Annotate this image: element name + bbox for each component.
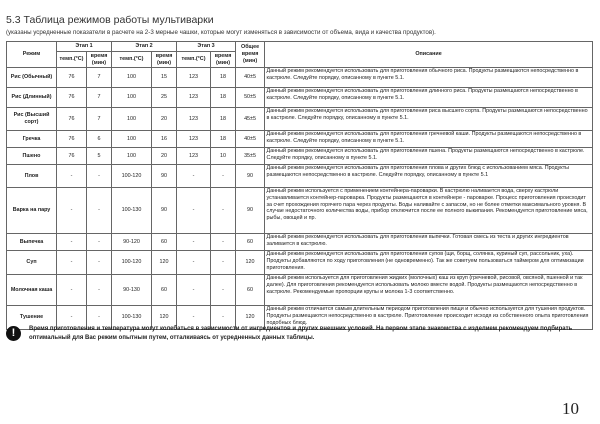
exclamation-icon: ! bbox=[6, 326, 21, 341]
table-subtitle: (указаны усредненные показатели в расчете на 2-3 мерные чашки, которые могут изменяться в зависимости от объема, вида и качества продуктов). bbox=[6, 29, 436, 36]
stage1-temp: 76 bbox=[57, 131, 87, 148]
mode-name: Выпечка bbox=[7, 234, 57, 251]
stage2-temp: 90-120 bbox=[112, 234, 152, 251]
stage2-time: 90 bbox=[152, 188, 177, 234]
stage2-time: 120 bbox=[152, 306, 177, 330]
stage2-time: 90 bbox=[152, 165, 177, 188]
stage2-temp: 100 bbox=[112, 131, 152, 148]
total-time: 50±5 bbox=[236, 88, 265, 108]
total-time: 120 bbox=[236, 251, 265, 275]
stage2-temp: 100 bbox=[112, 108, 152, 131]
mode-name: Варка на пару bbox=[7, 188, 57, 234]
stage2-temp: 100-120 bbox=[112, 165, 152, 188]
header-time: время (мин) bbox=[152, 52, 177, 68]
mode-description: Данный режим рекомендуется использовать для приготовления плова и других блюд с использованием мяса. Продукты размещаются непосредственно в кастрюле. Следуйте порядку, описанному в пункте 5.1 bbox=[265, 165, 593, 188]
header-temp: темп.(°C) bbox=[177, 52, 211, 68]
total-time: 60 bbox=[236, 234, 265, 251]
mode-name: Молочная каша bbox=[7, 275, 57, 306]
stage2-time: 60 bbox=[152, 234, 177, 251]
stage1-time: - bbox=[87, 234, 112, 251]
mode-description: Данный режим используется с применением контейнера-пароварки. В кастрюлю наливается вода, сверху кастрюли устанавливается контейнер-пароварка. Продукты размещаются в контейнере - пароварке. Процесс приготовления происходит за счет прохождения горячего пара через продукты. Воды наливайте с запасом, но не более отметки максимального уровня. В случае недостаточного количества воды, прибор отключится после ее полного выкипания. Рекомендуется приготовление мяса, рыбы, овощей и пр. bbox=[265, 188, 593, 234]
stage2-temp: 90-130 bbox=[112, 275, 152, 306]
stage1-temp: - bbox=[57, 188, 87, 234]
stage3-time: - bbox=[211, 306, 236, 330]
stage1-temp: 76 bbox=[57, 88, 87, 108]
table-row bbox=[7, 165, 593, 188]
stage3-temp: - bbox=[177, 251, 211, 275]
mode-description: Данный режим рекомендуется использовать для приготовления выпечки. Готовая смесь из теста и других ингредиентов заливается в кастрюлю. bbox=[265, 234, 593, 251]
stage3-temp: - bbox=[177, 165, 211, 188]
stage2-time: 20 bbox=[152, 148, 177, 165]
table-row bbox=[7, 68, 593, 88]
stage2-temp: 100 bbox=[112, 88, 152, 108]
stage3-temp: - bbox=[177, 234, 211, 251]
stage3-time: 18 bbox=[211, 88, 236, 108]
stage3-time: 18 bbox=[211, 68, 236, 88]
stage3-time: - bbox=[211, 188, 236, 234]
stage1-temp: - bbox=[57, 234, 87, 251]
table-row bbox=[7, 251, 593, 275]
mode-name: Гречка bbox=[7, 131, 57, 148]
mode-name: Рис (Обычный) bbox=[7, 68, 57, 88]
stage3-time: - bbox=[211, 165, 236, 188]
stage3-temp: 123 bbox=[177, 68, 211, 88]
total-time: 45±5 bbox=[236, 108, 265, 131]
stage1-temp: 76 bbox=[57, 148, 87, 165]
stage2-time: 60 bbox=[152, 275, 177, 306]
stage3-time: 18 bbox=[211, 131, 236, 148]
modes-table bbox=[6, 41, 593, 330]
page-number: 10 bbox=[562, 399, 579, 418]
header-time: время (мин) bbox=[87, 52, 112, 68]
stage2-time: 25 bbox=[152, 88, 177, 108]
header-time: время (мин) bbox=[211, 52, 236, 68]
stage1-temp: - bbox=[57, 306, 87, 330]
stage1-temp: - bbox=[57, 275, 87, 306]
header-stage2: Этап 2 bbox=[112, 42, 177, 52]
stage1-time: 6 bbox=[87, 131, 112, 148]
warning-note: Время приготовления и температура могут колебаться в зависимости от ингредиентов и других внешних условий. На первом этапе знакомства с изделием рекомендуем подбирать оптимальный для Вас режим опытным путем, отталкиваясь от усредненных данных таблицы. bbox=[29, 326, 573, 341]
stage1-temp: 76 bbox=[57, 68, 87, 88]
mode-name: Рис (Высший сорт) bbox=[7, 108, 57, 131]
table-row bbox=[7, 188, 593, 234]
header-mode: Режим bbox=[7, 42, 57, 68]
stage2-time: 15 bbox=[152, 68, 177, 88]
stage3-time: - bbox=[211, 234, 236, 251]
stage1-time: 7 bbox=[87, 108, 112, 131]
stage1-time: - bbox=[87, 165, 112, 188]
table-row bbox=[7, 131, 593, 148]
stage1-time: 7 bbox=[87, 68, 112, 88]
stage3-temp: 123 bbox=[177, 88, 211, 108]
stage2-time: 16 bbox=[152, 131, 177, 148]
mode-description: Данный режим отличается самым длительным периодом приготовления пищи и обычно используется для тушения продуктов. Продукты размещаются непосредственно в кастрюле. Приготовление происходит исходя из собственного опыта приготовления подобных блюд. bbox=[265, 306, 593, 330]
header-total-time: Общее время (мин) bbox=[236, 42, 265, 68]
total-time: 90 bbox=[236, 188, 265, 234]
mode-description: Данный режим используется для приготовления жидких (молочных) каш из круп (гречневой, рисовой, овсяной, пшенной и так далее). Для приготовления рекомендуется использовать молоко вместе водой. Продукты размещаются непосредственно в кастрюле. Рекомендуемые пропорции крупы и молока 1-3 соответственно. bbox=[265, 275, 593, 306]
stage3-temp: 123 bbox=[177, 148, 211, 165]
mode-description: Данный режим рекомендуется использовать для приготовления риса высшего сорта. Продукты размещаются непосредственно в кастрюле. Следуйте порядку, описанному в пункте 5.1. bbox=[265, 108, 593, 131]
stage1-time: - bbox=[87, 275, 112, 306]
stage3-time: - bbox=[211, 251, 236, 275]
header-stage1: Этап 1 bbox=[57, 42, 112, 52]
stage1-time: - bbox=[87, 251, 112, 275]
table-row bbox=[7, 234, 593, 251]
total-time: 90 bbox=[236, 165, 265, 188]
header-stage3: Этап 3 bbox=[177, 42, 236, 52]
stage3-temp: - bbox=[177, 306, 211, 330]
table-row bbox=[7, 148, 593, 165]
stage3-time: 10 bbox=[211, 148, 236, 165]
section-title: 5.3 Таблица режимов работы мультиварки bbox=[6, 14, 214, 26]
stage1-temp: 76 bbox=[57, 108, 87, 131]
header-temp: темп.(°C) bbox=[57, 52, 87, 68]
stage2-time: 120 bbox=[152, 251, 177, 275]
total-time: 120 bbox=[236, 306, 265, 330]
mode-name: Пшено bbox=[7, 148, 57, 165]
stage1-time: 5 bbox=[87, 148, 112, 165]
header-description: Описание bbox=[265, 42, 593, 68]
stage3-temp: - bbox=[177, 188, 211, 234]
stage1-time: 7 bbox=[87, 88, 112, 108]
stage3-temp: - bbox=[177, 275, 211, 306]
mode-name: Рис (Длинный) bbox=[7, 88, 57, 108]
stage1-temp: - bbox=[57, 165, 87, 188]
stage3-time: - bbox=[211, 275, 236, 306]
mode-description: Данный режим рекомендуется использовать для приготовления длинного риса. Продукты размещаются непосредственно в кастрюле. Следуйте порядку, описанному в пункте 5.1. bbox=[265, 88, 593, 108]
stage1-time: - bbox=[87, 306, 112, 330]
table-row bbox=[7, 108, 593, 131]
stage2-temp: 100 bbox=[112, 68, 152, 88]
mode-name: Суп bbox=[7, 251, 57, 275]
stage2-temp: 100-130 bbox=[112, 188, 152, 234]
stage1-temp: - bbox=[57, 251, 87, 275]
stage2-time: 20 bbox=[152, 108, 177, 131]
mode-name: Тушение bbox=[7, 306, 57, 330]
stage3-temp: 123 bbox=[177, 108, 211, 131]
total-time: 40±5 bbox=[236, 68, 265, 88]
table-row bbox=[7, 275, 593, 306]
mode-description: Данный режим рекомендуется использовать для приготовления гречневой каши. Продукты размещаются непосредственно в кастрюле. Следуйте порядку, описанному в пункте 5.1. bbox=[265, 131, 593, 148]
stage3-temp: 123 bbox=[177, 131, 211, 148]
mode-name: Плов bbox=[7, 165, 57, 188]
stage2-temp: 100-120 bbox=[112, 251, 152, 275]
header-temp: темп.(°C) bbox=[112, 52, 152, 68]
total-time: 35±5 bbox=[236, 148, 265, 165]
stage3-time: 18 bbox=[211, 108, 236, 131]
total-time: 60 bbox=[236, 275, 265, 306]
mode-description: Данный режим рекомендуется использовать для приготовления супов (щи, борщ, солянка, куриный суп, рассольник, уха). Продукты добавляются по ходу приготовления (не одновременно). Так же советуем пользоваться таймером для оптимизации приготовления. bbox=[265, 251, 593, 275]
table-row bbox=[7, 88, 593, 108]
mode-description: Данный режим рекомендуется использовать для приготовления обычного риса. Продукты размещаются непосредственно в кастрюле. Следуйте порядку, описанному в пункте 5.1. bbox=[265, 68, 593, 88]
stage2-temp: 100-130 bbox=[112, 306, 152, 330]
stage2-temp: 100 bbox=[112, 148, 152, 165]
total-time: 40±5 bbox=[236, 131, 265, 148]
mode-description: Данный режим рекомендуется использовать для приготовления пшена. Продукты размещаются непосредственно в кастрюле. Следуйте порядку, описанному в пункте 5.1. bbox=[265, 148, 593, 165]
stage1-time: - bbox=[87, 188, 112, 234]
